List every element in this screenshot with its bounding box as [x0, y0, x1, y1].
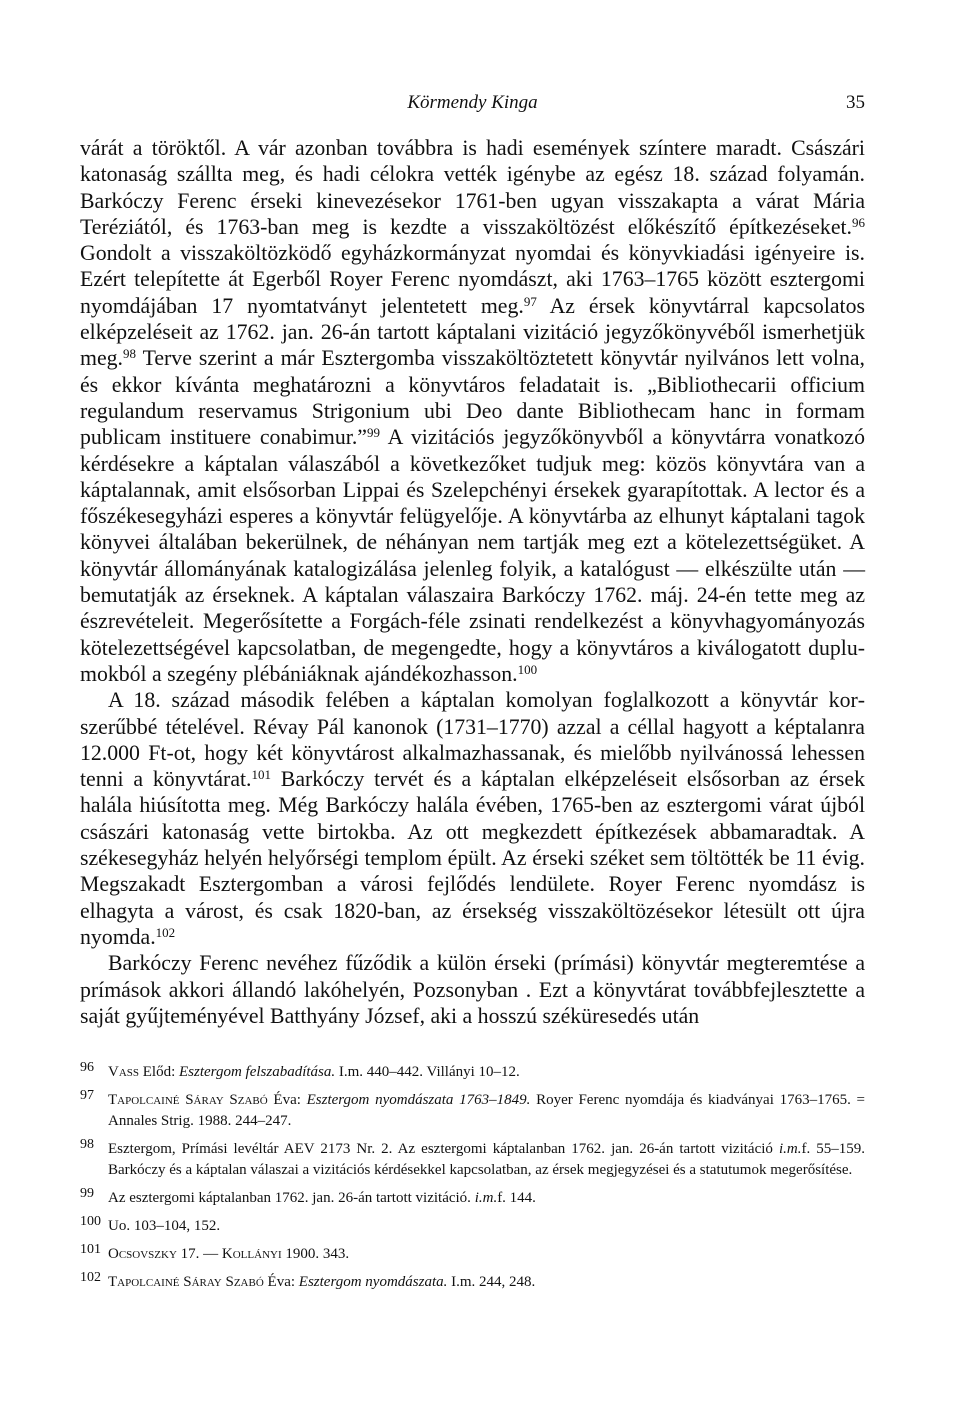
author-name: Tapolcainé Sáray Szabó — [108, 1274, 264, 1290]
text-run: Barkóczy Ferenc nevéhez fűződik a külön érseki (prímási) könyvtár megteremtése a prímások akkori állandó lakóhelyén, Pozsonyban . Ezt a könyvtárat továbbfejlesztette a saját gyűjteményével Batthyány József, aki a hosszú széküresedés után — [80, 951, 865, 1028]
footnote — [80, 1216, 865, 1237]
text-run: várát a töröktől. A vár azonban továbbra is hadi események színtere maradt. Császári katonaság szállta meg, és hadi célokra vették igénybe az egész 18. század folyamán. Barkóczy Ferenc érseki kinevezésekor 1761-ben ugyan visszakapta a várat Mária Teréziától, és 1763-ban meg is kezdte a visszaköltözést előkészítő építkezéseket. — [80, 136, 865, 239]
body-text — [80, 135, 865, 1029]
footnote-text: Esztergom, Prímási levéltár AEV 2173 Nr. 2. Az esztergomi káptalanban 1762. jan. 26-án tartott vizitáció — [108, 1141, 779, 1157]
author-name: Ocsovszky — [108, 1246, 177, 1262]
footnote-ref[interactable]: 102 — [155, 924, 176, 940]
footnote-number: 96 — [80, 1060, 94, 1075]
footnote — [80, 1090, 865, 1132]
footnote-ref[interactable]: 96 — [852, 214, 865, 230]
footnote-text: I.m. 244, 248. — [447, 1274, 536, 1290]
footnote-text: 17. — — [176, 1246, 222, 1262]
footnote — [80, 1272, 865, 1293]
text-run: Gondolt a visszaköltözködő egyházkormányzat nyomdai és könyvkiadási igényeire is. Ezért telepítette át Egerből Royer Ferenc nyomdászt, aki 1763–1765 között esztergomi nyomdájában 17 nyomtatványt jelentetett meg. — [80, 241, 865, 318]
text-run: Terve szerint a már Esztergomba visszaköltöztetett könyvtár nyilvános lett volna, és ekkor kívánta meghatározni a könyvtáros feladatait is. „Bibliothecarii officium regulandum reservamus Strigonium ubi Deo dante Bibliothecam hanc in formam publicam instituere conabimur.” — [80, 346, 865, 450]
footnote-text: Az esztergomi káptalanban 1762. jan. 26-án tartott vizitáció. — [108, 1190, 475, 1206]
footnote-ref[interactable]: 97 — [523, 293, 537, 309]
footnote-text: Előd: — [139, 1064, 180, 1080]
author-name: Vass — [108, 1064, 140, 1080]
page-number: 35 — [846, 92, 865, 113]
paragraph-2 — [80, 687, 865, 950]
author-name: Kollányi 1900. 343. — [221, 1246, 350, 1262]
footnote-number: 101 — [80, 1242, 101, 1257]
paragraph-1 — [80, 135, 865, 687]
footnote-number: 100 — [80, 1214, 101, 1229]
footnote-text: Uo. 103–104, 152. — [108, 1218, 221, 1234]
footnote-ref[interactable]: 98 — [122, 346, 136, 362]
footnote — [80, 1139, 865, 1181]
running-head: Körmendy Kinga — [407, 92, 538, 113]
footnote — [80, 1062, 865, 1083]
footnote-ref[interactable]: 100 — [517, 661, 538, 677]
work-title: Esztergom nyomdászata. — [298, 1274, 448, 1290]
footnote — [80, 1188, 865, 1209]
work-title: Esztergom nyomdászata 1763–1849. — [306, 1092, 531, 1108]
footnote-ref[interactable]: 101 — [251, 767, 271, 783]
page-header — [80, 92, 865, 120]
paragraph-3 — [80, 950, 865, 1029]
footnote-text: f. 55–159. Barkóczy és a káptalan válaszai a vizitációs kérdésekkel kapcsolatban, az érsek megjegyzései és a statutumok megerősítése. — [108, 1141, 865, 1178]
footnote-ref[interactable]: 99 — [366, 425, 380, 441]
footnote-number: 99 — [80, 1186, 94, 1201]
author-name: Tapolcainé Sáray Szabó — [108, 1092, 268, 1108]
work-title: i.m. — [778, 1141, 802, 1157]
footnote-text: Éva: — [263, 1274, 299, 1290]
footnote-text: f. 144. — [497, 1190, 536, 1206]
footnotes — [80, 1062, 865, 1300]
footnote-number: 97 — [80, 1088, 94, 1103]
footnote-text: I.m. 440–442. Villányi 10–12. — [335, 1064, 520, 1080]
footnote-text: Royer Ferenc nyomdája és kiadványai 1763–1765. = Annales Strig. 1988. 244–247. — [108, 1092, 865, 1129]
footnote-text: Éva: — [267, 1092, 307, 1108]
footnote-number: 102 — [80, 1270, 101, 1285]
footnote — [80, 1244, 865, 1265]
text-run: A 18. század második felében a káptalan komolyan foglalkozott a könyvtár korszerűbbé tételével. Révay Pál kanonok (1731–1770) azzal a céllal hagyott a képtalanra 12.000 Ft-ot, hogy két könyvtárost alkalmazhassanak, és mielőbb nyilvánossá lehessen tenni a könyvtárat. — [80, 688, 865, 792]
work-title: Esztergom felszabadítása. — [179, 1064, 336, 1080]
text-run: Barkóczy tervét és a káptalan elképzeléseit elsősorban az érsek halála hiúsította meg. Még Barkóczy halála évében, 1765-ben az esztergomi várat újból császári katonaság vette birtokba. Az ott megkezdett építkezések abbamaradtak. A székesegyház helyén helyőrségi templom épült. Az érseki széket sem töltötték be 11 évig. Megszakadt Esztergomban a városi fejlődés lendülete. Royer Ferenc nyomdász is elhagyta a várost, és csak 1820-ban, az érsekség visszaköltözésekor létesült ott újra nyomda. — [80, 767, 865, 949]
work-title: i.m. — [474, 1190, 498, 1206]
text-run: A vizitációs jegyzőkönyvből a könyvtárra vonatkozó kérdésekre a káptalan válaszából a következőket tudjuk meg: közös könyvtára van a káptalannak, amit elsősorban Lippai és Szelepchényi érsekek gyarapítottak. A lector és a főszékesegyházi esperes a könyvtár felügyelője. A könyvtárba az elhunyt káptalani tagok könyvei általában bekerülnek, de néhányan nem tartják meg ezt a kötelezettségüket. A könyvtár állományának katalogizálása jelenleg folyik, a katalógust — elkészülte után — bemutatják az érseknek. A káptalan válaszaira Barkóczy 1762. máj. 24-én tette meg az észrevételeit. Megerősítette a Forgách-féle zsinati rendelkezést a könyvhagyományozás kötelezettségével kapcsolatban, de megengedte, hogy a könyvtáros a kiválogatott duplumokból a szegény plébániáknak ajándékozhasson. — [80, 425, 865, 686]
footnote-number: 98 — [80, 1137, 94, 1152]
text-run: Az érsek könyvtárral kapcsolatos elképzeléseit az 1762. jan. 26-án tartott káptalani vizitáció jegyzőkönyvéből ismerhetjük meg. — [80, 293, 865, 371]
